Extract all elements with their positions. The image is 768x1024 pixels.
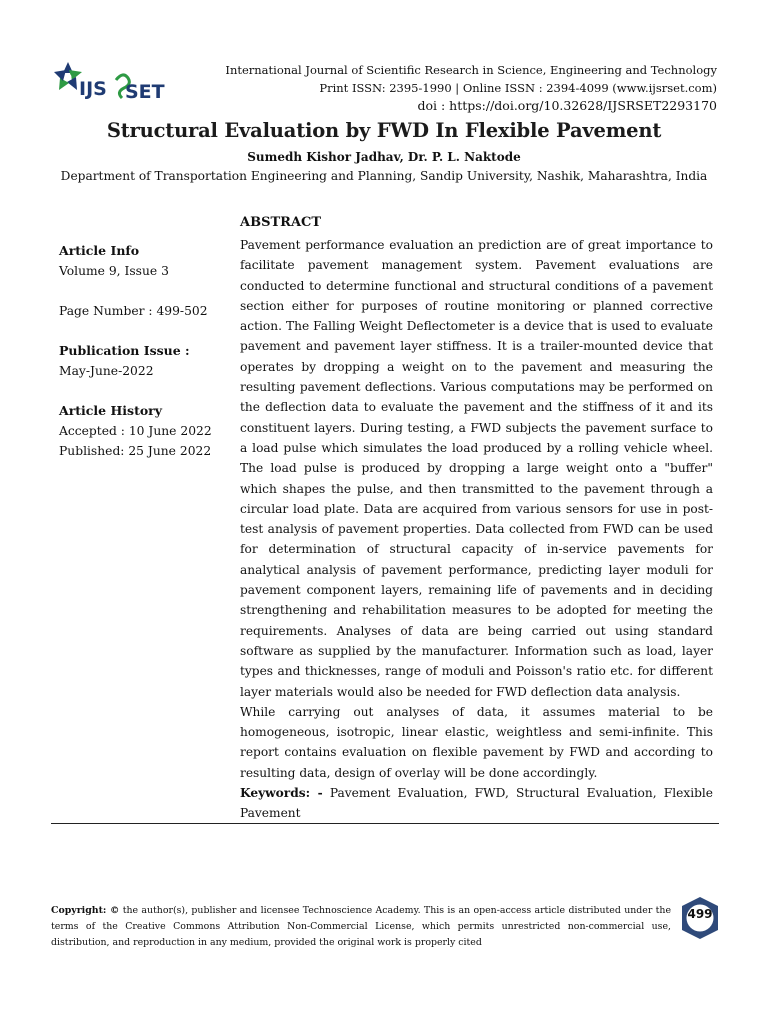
abstract-heading: ABSTRACT bbox=[240, 215, 322, 230]
keywords-text: Pavement Evaluation, FWD, Structural Evaluation, Flexible Pavement bbox=[240, 786, 713, 821]
page-number-info: Page Number : 499-502 bbox=[59, 304, 208, 318]
article-info bbox=[59, 241, 229, 461]
paper-title: Structural Evaluation by FWD In Flexible Pavement bbox=[106, 119, 662, 142]
publication-issue-heading: Publication Issue : bbox=[59, 343, 190, 358]
journal-name: International Journal of Scientific Research in Science, Engineering and Technology bbox=[225, 63, 717, 77]
abstract-paragraph-1: Pavement performance evaluation an prediction are of great importance to facilitate pavement management system. Pavement evaluations are conducted to determine functional and structural conditions of a pavement section either for purposes of routine monitoring or planned corrective action. The Falling Weight Deflectometer is a device that is used to evaluate pavement and pavement layer stiffness. It is a trailer-mounted device that operates by dropping a weight on to the pavement and measuring the resulting pavement deflections. Various computations may be performed on the deflection data to evaluate the pavement and the stiffness of it and its constituent layers. During testing, a FWD subjects the pavement surface to a load pulse which simulates the load produced by a rolling vehicle wheel. The load pulse is produced by dropping a large weight onto a "buffer" which shapes the pulse, and then transmitted to the pavement through a circular load plate. Data are acquired from various sensors for use in post-test analysis of pavement properties. Data collected from FWD can be used for determination of structural capacity of in-service pavements for analytical analysis of pavement performance, predicting layer moduli for pavement component layers, remaining life of pavements and in deciding strengthening and rehabilitation measures to be adopted for meeting the requirements. Analyses of data are being carried out using standard software as supplied by the manufacturer. Information such as load, layer types and thicknesses, range of moduli and Poisson's ratio etc. for different layer materials would also be needed for FWD deflection data analysis. bbox=[240, 238, 713, 699]
paper-affiliation: Department of Transportation Engineering and Planning, Sandip University, Nashik, Maharashtra, India bbox=[60, 169, 708, 183]
abstract-paragraph-2: While carrying out analyses of data, it assumes material to be homogeneous, isotropic, linear elastic, weightless and semi-infinite. This report contains evaluation on flexible pavement by FWD and according to resulting data, design of overlay will be done accordingly. bbox=[240, 704, 713, 780]
doi-label: doi : bbox=[417, 98, 446, 113]
journal-doi bbox=[225, 97, 717, 115]
journal-header bbox=[225, 62, 717, 115]
doi-link[interactable]: https://doi.org/10.32628/IJSRSET2293170 bbox=[449, 98, 717, 113]
volume-issue: Volume 9, Issue 3 bbox=[59, 264, 169, 278]
journal-issn: Print ISSN: 2395-1990 | Online ISSN : 2394-4099 (www.ijsrset.com) bbox=[319, 80, 717, 95]
copyright-text: the author(s), publisher and licensee Technoscience Academy. This is an open-access article distributed under the terms of the Creative Commons Attribution Non-Commercial License, which permits unrestricted non-commercial use, distribution, and reproduction in any medium, provided the original work is properly cited bbox=[51, 905, 671, 948]
article-history-heading: Article History bbox=[59, 403, 163, 418]
ijsrset-logo-icon bbox=[52, 60, 174, 102]
accepted-date: Accepted : 10 June 2022 bbox=[59, 424, 212, 438]
section-divider bbox=[51, 823, 719, 824]
journal-logo bbox=[52, 60, 174, 102]
page-number: 499 bbox=[687, 907, 713, 921]
keywords-label: Keywords: - bbox=[240, 786, 323, 801]
article-info-heading: Article Info bbox=[59, 243, 140, 258]
paper-authors: Sumedh Kishor Jadhav, Dr. P. L. Naktode bbox=[247, 150, 521, 164]
abstract-body bbox=[240, 235, 713, 824]
svg-text:IJS: IJS bbox=[79, 78, 107, 100]
svg-text:SET: SET bbox=[125, 81, 165, 102]
copyright-notice bbox=[51, 903, 671, 951]
publication-issue: May-June-2022 bbox=[59, 364, 154, 378]
copyright-label: Copyright: © bbox=[51, 905, 120, 916]
published-date: Published: 25 June 2022 bbox=[59, 444, 212, 458]
keywords bbox=[240, 783, 713, 824]
